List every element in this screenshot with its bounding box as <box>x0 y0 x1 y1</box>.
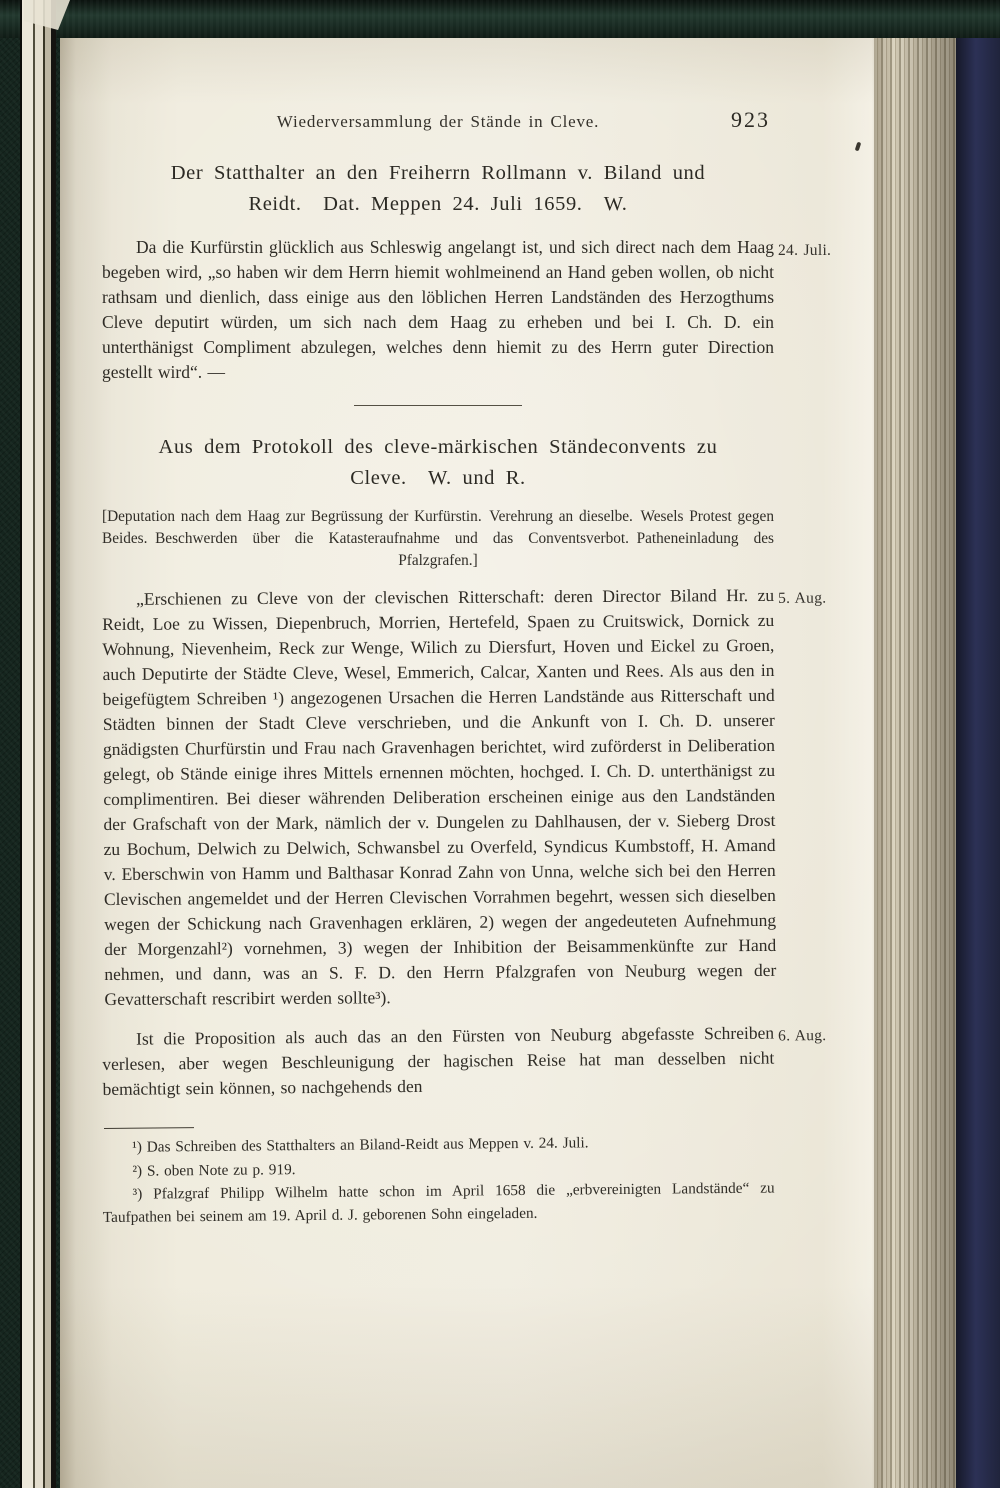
letter-body-paragraph <box>102 235 832 385</box>
book-cover-top-band <box>0 0 1000 38</box>
page-number: 923 <box>731 107 770 132</box>
margin-date-note-6-aug: 6. Aug. <box>778 1027 827 1045</box>
page-paper <box>60 34 880 1488</box>
book-spine-left <box>20 0 56 1488</box>
footnote-2: ²) S. oben Note zu p. 919. <box>132 1160 296 1180</box>
footnote-3: ³) Pfalzgraf Philipp Wilhelm hatte schon im April 1658 die „erbvereinigten Landstände“ zu Taufpathen bei seinem am 19. April d. J. geborenen Sohn eingeladen. <box>102 1179 775 1226</box>
protocol-paragraph-2-text: Ist die Proposition als auch das an den Fürsten von Neuburg abgefasste Schreiben verlesen, aber wegen Beschleunigung der hagischen Reise hat man desselben nicht bemächtigt sein können, so nachgehends den <box>102 1022 775 1099</box>
protocol-heading-line2: Cleve. W. und R. <box>350 467 526 489</box>
page-content <box>102 107 832 1229</box>
protocol-paragraph-2 <box>102 1021 827 1102</box>
footnote-separator-rule <box>104 1127 194 1129</box>
letter-heading-line2: Reidt. Dat. Meppen 24. Juli 1659. W. <box>248 193 628 215</box>
book-cover-right-edge <box>956 0 1000 1488</box>
protocol-paragraph-1 <box>102 583 827 1012</box>
running-title: Wiederversammlung der Stände in Cleve. <box>276 112 600 131</box>
letter-heading <box>102 158 774 220</box>
letter-body-text: Da die Kurfürstin glücklich aus Schleswig angelangt ist, und sich direct nach dem Haag begeben wird, „so haben wir dem Herrn hiemit wohlmeinend an Hand geben wollen, ob nicht rathsam und dienlich, dass einige aus den löblichen Herren Landständen des Herzogthums Cleve deputirt würden, um sich nach dem Haag zu erheben und bei I. Ch. D. ein unterthänigst Compliment abzulegen, welches denn hiemit zu des Herrn guter Direction gestellt wird“. — <box>102 237 774 382</box>
footnote-1: ¹) Das Schreiben des Statthalters an Biland-Reidt aus Meppen v. 24. Juli. <box>132 1134 589 1156</box>
letter-heading-line1: Der Statthalter an den Freiherrn Rollmann v. Biland und <box>170 162 706 184</box>
running-head <box>102 107 774 132</box>
margin-date-note-24-juli: 24. Juli. <box>778 242 832 259</box>
protocol-heading <box>102 432 774 494</box>
page-edges-stack <box>874 34 956 1488</box>
protocol-heading-line1: Aus dem Protokoll des cleve-märkischen Ständeconvents zu <box>158 436 718 458</box>
margin-date-note-5-aug: 5. Aug. <box>778 589 827 607</box>
protocol-paragraph-1-text: „Erschienen zu Cleve von der clevischen Ritterschaft: deren Director Biland Hr. zu Reidt, Loe zu Wissen, Diepenbruch, Morrien, Hertefeld, Spaen zu Cruitswick, Dornick zu Wohnung, Nievenheim, Reck zur Wenge, Wilich zu Diersfurt, Hoven und Eickel zu Groen, auch Deputirte der Städte Cleve, Wesel, Emmerich, Calcar, Xanten und Rees. Als aus den in beigefügtem Schreiben ¹) angezogenen Ursachen die Herren Landstände aus Ritterschaft und Städten binnen der Stadt Cleve verschrieben, und die Ankunft von I. Ch. D. unserer gnädigsten Churfürstin und Frau nach Gravenhagen berichtet, wird zuförderst in Deliberation gelegt, ob Stände einige ihres Mittels ernennen möchten, hochged. I. Ch. D. unterthänigst zu complimentiren. Bei dieser währenden Deliberation erscheinen einige aus den Landständen der Grafschaft von der Mark, nämlich der v. Dungelen zu Dahlhausen, der v. Sieberg Drost zu Bochum, Delwich zu Delwich, Schwansbel zu Overfeld, Syndicus Kumbstoff, H. Amand v. Eberschwin von Hamm und Balthasar Konrad Zahn von Unna, welche sich bei den Herren Clevischen angemeldet und der Herren Clevischen Vorrahmen begehrt, wessen sich dieselben wegen der Schickung nach Gravenhagen erklären, 2) wegen der angedeuteten Aufnehmung der Morgenzahl²) vornehmen, 3) wegen der Inhibition der Beisammenkünfte zur Hand nehmen, und dann, was an S. F. D. den Herrn Pfalzgrafen von Neuburg wegen der Gevatterschaft rescribirt werden sollte³). <box>102 584 777 1009</box>
section-divider-rule <box>354 405 522 406</box>
protocol-summary-bracket: [Deputation nach dem Haag zur Begrüssung der Kurfürstin. Verehrung an dieselbe. Wesels Protest gegen Beides. Beschwerden über die Katasteraufnahme und das Conventsverbot. Patheneinladung des Pfalzgrafen.] <box>102 508 774 569</box>
footnote-block <box>102 1122 775 1229</box>
